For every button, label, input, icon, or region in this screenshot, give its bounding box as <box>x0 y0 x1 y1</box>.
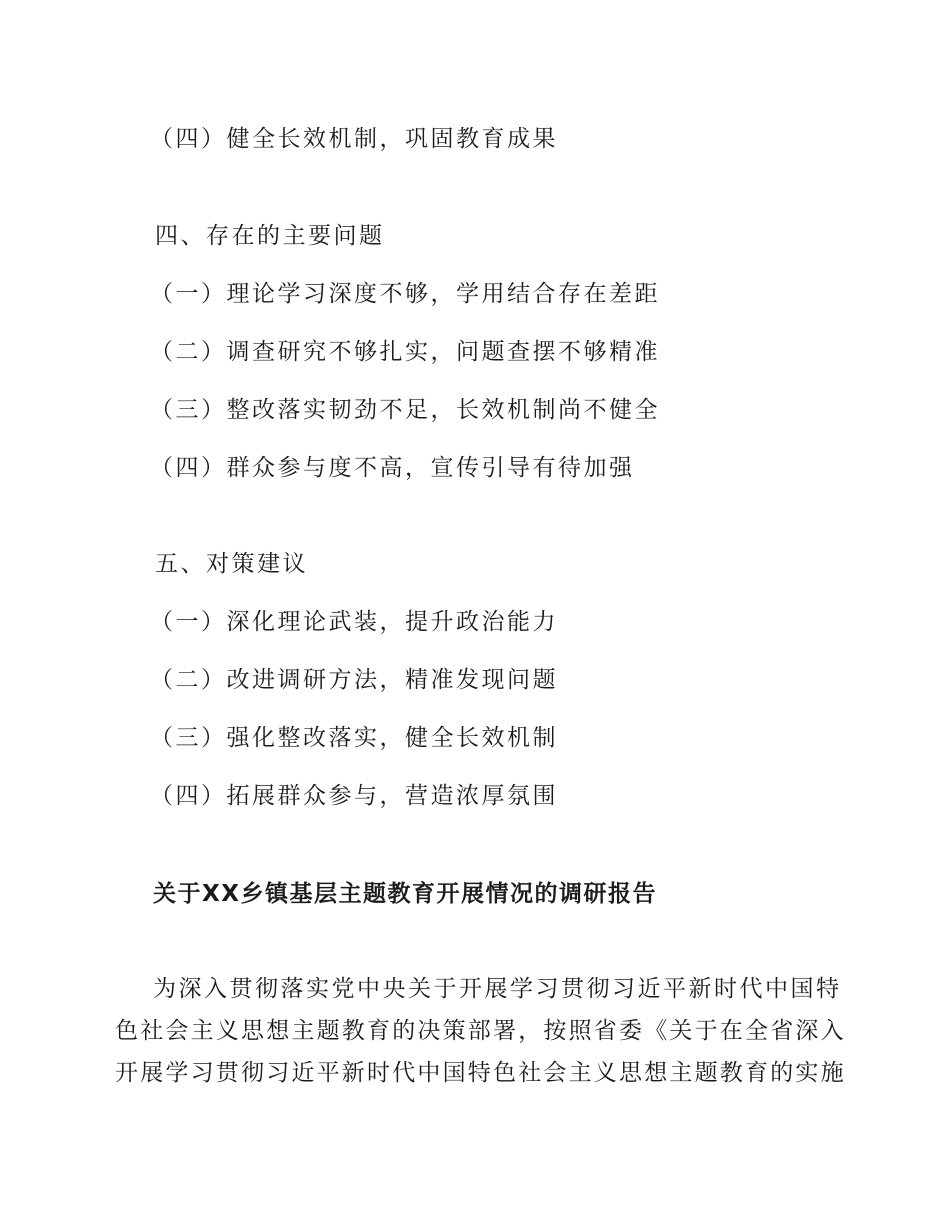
section3-item-4: （四）健全长效机制，巩固教育成果 <box>150 126 558 152</box>
report-title: 关于XX乡镇基层主题教育开展情况的调研报告 <box>153 881 657 907</box>
paragraph-line-1: 为深入贯彻落实党中央关于开展学习贯彻习近平新时代中国特 <box>153 976 842 1002</box>
paragraph-line-2: 色社会主义思想主题教育的决策部署，按照省委《关于在全省深入 <box>115 1018 846 1044</box>
section5-item-1: （一）深化理论武装，提升政治能力 <box>150 609 558 635</box>
section5-item-4: （四）拓展群众参与，营造浓厚氛围 <box>150 783 558 809</box>
section5-item-2: （二）改进调研方法，精准发现问题 <box>150 667 558 693</box>
section5-item-3: （三）强化整改落实，健全长效机制 <box>150 725 558 751</box>
section4-item-4: （四）群众参与度不高，宣传引导有待加强 <box>150 455 635 481</box>
section4-heading: 四、存在的主要问题 <box>155 223 385 249</box>
section4-item-3: （三）整改落实韧劲不足，长效机制尚不健全 <box>150 397 660 423</box>
section4-item-2: （二）调查研究不够扎实，问题查摆不够精准 <box>150 339 660 365</box>
paragraph-line-3: 开展学习贯彻习近平新时代中国特色社会主义思想主题教育的实施 <box>115 1060 846 1086</box>
section5-heading: 五、对策建议 <box>155 551 308 577</box>
section4-item-1: （一）理论学习深度不够，学用结合存在差距 <box>150 281 660 307</box>
